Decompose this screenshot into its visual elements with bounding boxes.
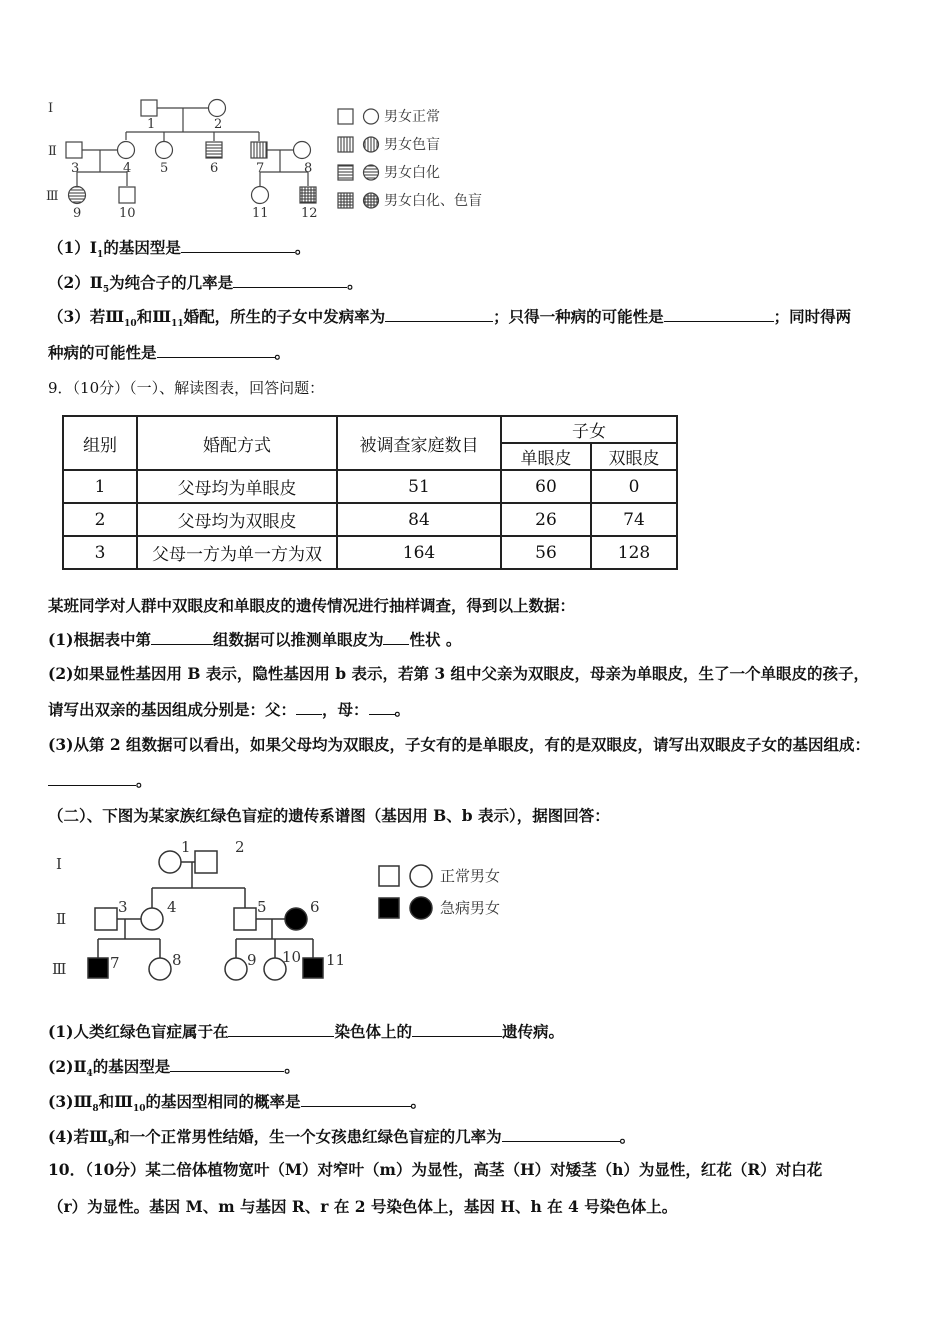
generation-label: Ⅱ xyxy=(56,910,67,928)
individual-number: 2 xyxy=(214,117,223,132)
individual-number: 6 xyxy=(310,898,320,916)
question-9-2: (2)如果显性基因用 B 表示，隐性基因用 b 表示，若第 3 组中父亲为双眼皮，母亲为单眼皮，生了一个单眼皮的孩子， xyxy=(48,664,870,683)
answer-blank[interactable] xyxy=(502,1126,620,1142)
individual-number: 9 xyxy=(73,206,82,221)
individual-number: 2 xyxy=(235,838,245,856)
answer-blank[interactable] xyxy=(151,629,213,645)
question-9-2-cont: 请写出双亲的基因组成分别是：父： ，母： 。 xyxy=(48,700,411,719)
question-9-1: (1)根据表中第 组数据可以推测单眼皮为 性状 。 xyxy=(48,630,462,649)
answer-blank[interactable] xyxy=(664,306,774,322)
answer-blank[interactable] xyxy=(301,1091,411,1107)
col-header-mating: 婚配方式 xyxy=(137,416,337,470)
individual-number: 8 xyxy=(172,951,182,969)
individual-number: 3 xyxy=(118,898,128,916)
individual-number: 10 xyxy=(282,948,302,966)
question-10-line2: （r）为显性。基因 M、m 与基因 R、r 在 2 号染色体上，基因 H、h 在 4 号染色体上。 xyxy=(48,1197,678,1216)
question-8-3: （3）若$Ⅲ_{10}$和$Ⅲ_{11}$婚配，所生的子女中发病率为 ；只得一种病的可能性是 ；同时得两 xyxy=(48,307,852,330)
legend-label: 男女正常 xyxy=(384,109,440,125)
individual-number: 9 xyxy=(247,951,257,969)
question-9b-2: $(2)Ⅱ_4$的基因型是 。 xyxy=(48,1057,300,1080)
legend-label: 男女白化、色盲 xyxy=(384,193,482,209)
survey-intro: 某班同学对人群中双眼皮和单眼皮的遗传情况进行抽样调查，得到以上数据： xyxy=(48,596,576,615)
table-row: 1 父母均为单眼皮 51 60 0 xyxy=(63,470,677,503)
individual-number: 5 xyxy=(160,161,169,176)
legend-label: 急病男女 xyxy=(440,899,501,917)
generation-label: Ⅱ xyxy=(48,144,57,159)
answer-blank[interactable] xyxy=(383,629,409,645)
individual-number: 4 xyxy=(167,898,177,916)
col-header-single: 单眼皮 xyxy=(501,443,591,470)
individual-number: 7 xyxy=(256,161,265,176)
answer-blank[interactable] xyxy=(296,699,322,715)
individual-number: 4 xyxy=(123,161,132,176)
table-row: 3 父母一方为单一方为双 164 56 128 xyxy=(63,536,677,569)
col-header-group: 组别 xyxy=(63,416,137,470)
col-header-families: 被调查家庭数目 xyxy=(337,416,501,470)
col-header-double: 双眼皮 xyxy=(591,443,677,470)
legend-label: 正常男女 xyxy=(440,867,501,885)
individual-number: 11 xyxy=(252,206,269,221)
generation-label: Ⅲ xyxy=(46,189,59,204)
individual-number: 1 xyxy=(181,838,191,856)
answer-blank[interactable] xyxy=(412,1021,502,1037)
generation-label: Ⅲ xyxy=(52,960,67,978)
individual-number: 10 xyxy=(119,206,136,221)
individual-number: 3 xyxy=(71,161,80,176)
question-9b-1: (1)人类红绿色盲症属于在 染色体上的 遗传病。 xyxy=(48,1022,564,1041)
generation-label: Ⅰ xyxy=(56,855,62,873)
question-8-1: $(1)Ⅰ_1$的基因型是 。 xyxy=(48,238,311,261)
col-header-children: 子女 xyxy=(501,416,677,443)
pedigree-chart-2 xyxy=(40,834,540,994)
individual-number: 5 xyxy=(257,898,267,916)
question-9-3-cont: 。 xyxy=(48,769,152,791)
question-8-2: $(2)Ⅱ_5$为纯合子的几率是 。 xyxy=(48,273,363,296)
answer-blank[interactable] xyxy=(157,342,275,358)
question-9-header: 9．（10分）（一）、解读图表，回答问题： xyxy=(48,379,325,397)
individual-number: 12 xyxy=(301,206,318,221)
answer-blank[interactable] xyxy=(233,272,347,288)
individual-number: 1 xyxy=(147,117,156,132)
pedigree-chart-1 xyxy=(40,90,510,225)
answer-blank[interactable] xyxy=(170,1056,284,1072)
answer-blank[interactable] xyxy=(228,1021,334,1037)
individual-number: 8 xyxy=(304,161,313,176)
answer-blank[interactable] xyxy=(181,237,295,253)
individual-number: 7 xyxy=(110,954,120,972)
generation-label: Ⅰ xyxy=(48,101,54,116)
question-9b-4: (4)若$Ⅲ_9$和一个正常男性结婚，生一个女孩患红绿色盲症的几率为 。 xyxy=(48,1127,636,1150)
individual-number: 11 xyxy=(326,951,346,969)
question-10-line1: 10．（10分）某二倍体植物宽叶（M）对窄叶（m）为显性，高茎（H）对矮茎（h）为显性，红花（R）对白花 xyxy=(48,1160,823,1179)
question-8-3-cont: 种病的可能性是 。 xyxy=(48,343,291,362)
survey-table xyxy=(62,415,678,570)
question-9b-3: $(3)Ⅲ_8$和$Ⅲ_{10}$的基因型相同的概率是 。 xyxy=(48,1092,427,1115)
answer-blank[interactable] xyxy=(369,699,395,715)
question-9-3: (3)从第 2 组数据可以看出，如果父母均为双眼皮，子女有的是单眼皮，有的是双眼皮，请写出双眼皮子女的基因组成： xyxy=(48,735,871,754)
part-2-header: （二）、下图为某家族红绿色盲症的遗传系谱图（基因用 B、b 表示），据图回答： xyxy=(48,806,610,825)
table-row: 2 父母均为双眼皮 84 26 74 xyxy=(63,503,677,536)
answer-blank[interactable] xyxy=(385,306,493,322)
legend-label: 男女色盲 xyxy=(384,137,440,153)
answer-blank[interactable] xyxy=(48,770,136,786)
individual-number: 6 xyxy=(210,161,219,176)
legend-label: 男女白化 xyxy=(384,165,440,181)
